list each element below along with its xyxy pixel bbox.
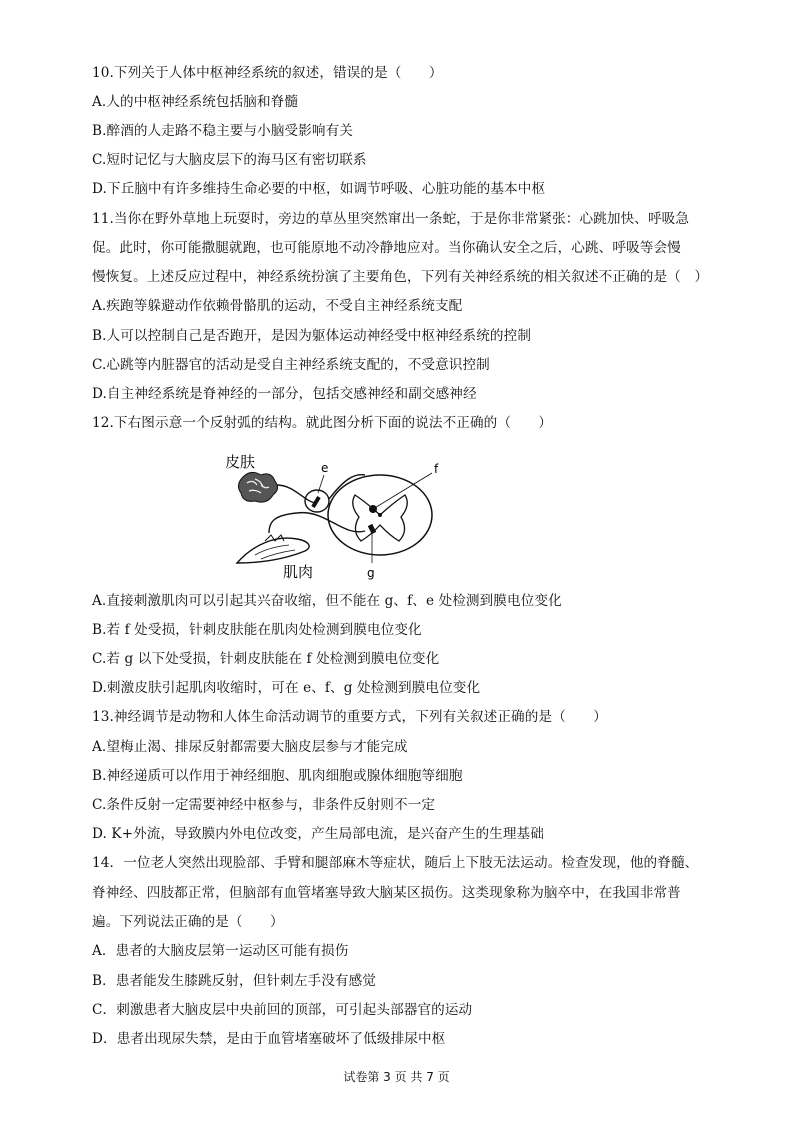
spinal-cord [328,475,432,555]
q13-stem: 13.神经调节是动物和人体生命活动调节的重要方式，下列有关叙述正确的是（ ） [92,709,607,725]
afferent-nerve-1 [277,485,317,503]
q13-option-b: B.神经递质可以作用于神经细胞、肌肉细胞或腺体细胞等细胞 [92,768,463,784]
q12-option-d: D.刺激皮肤引起肌肉收缩时，可在 e、f、g 处检测到膜电位变化 [92,680,481,696]
q11-stem-line1: 11.当你在野外草地上玩耍时，旁边的草丛里突然窜出一条蛇，于是你非常紧张：心跳加快、呼吸急 [92,211,690,227]
q10-option-a: A.人的中枢神经系统包括脑和脊髓 [92,94,299,110]
q12-option-c: C.若 g 以下处受损，针刺皮肤能在 f 处检测到膜电位变化 [92,651,440,667]
page-footer: 试卷第 3 页 共 7 页 [343,1070,450,1084]
q13-option-d: D. K+外流，导致膜内外电位改变，产生局部电流，是兴奋产生的生理基础 [92,826,544,842]
q14-stem-line1: 14．一位老人突然出现脸部、手臂和腿部麻木等症状，随后上下肢无法运动。检查发现，他的脊髓、 [92,855,699,871]
q14-option-d: D．患者出现尿失禁，是由于血管堵塞破坏了低级排尿中枢 [92,1031,446,1047]
q13-option-c: C.条件反射一定需要神经中枢参与，非条件反射则不一定 [92,797,436,813]
label-e: e [321,461,329,475]
q10-stem: 10.下列关于人体中枢神经系统的叙述，错误的是（ ） [92,65,443,81]
q11-stem-line3: 慢恢复。上述反应过程中，神经系统扮演了主要角色，下列有关神经系统的相关叙述不正确的是（ ） [92,269,709,285]
q11-option-a: A.疾跑等躲避动作依赖骨骼肌的运动，不受自主神经系统支配 [92,298,463,314]
q14-stem-line3: 遍。下列说法正确的是（ ） [92,914,284,930]
q10-option-b: B.醉酒的人走路不稳主要与小脑受影响有关 [92,123,353,139]
q13-option-a: A.望梅止渴、排尿反射都需要大脑皮层参与才能完成 [92,739,408,755]
q10-option-c: C.短时记忆与大脑皮层下的海马区有密切联系 [92,152,367,168]
label-f: f [434,462,439,476]
q14-option-b: B．患者能发生膝跳反射，但针刺左手没有感觉 [92,973,376,989]
efferent-nerve [269,513,365,533]
q11-stem-line2: 促。此时，你可能撒腿就跑，也可能原地不动冷静地应对。当你确认安全之后，心跳、呼吸等会慢 [92,240,681,256]
q14-option-a: A．患者的大脑皮层第一运动区可能有损伤 [92,943,349,959]
label-g: g [367,566,375,580]
q12-stem: 12.下右图示意一个反射弧的结构。就此图分析下面的说法不正确的（ ） [92,415,553,431]
label-muscle: 肌肉 [283,563,314,580]
q11-option-c: C.心跳等内脏器官的活动是受自主神经系统支配的，不受意识控制 [92,357,490,373]
q12-option-a: A.直接刺激肌肉可以引起其兴奋收缩，但不能在 g、f、e 处检测到膜电位变化 [92,593,562,609]
reflex-arc-diagram [225,445,475,580]
q12-option-b: B.若 f 处受损，针刺皮肤能在肌肉处检测到膜电位变化 [92,622,422,638]
q11-option-d: D.自主神经系统是脊神经的一部分，包括交感神经和副交感神经 [92,386,477,402]
label-skin: 皮肤 [225,453,256,471]
q11-option-b: B.人可以控制自己是否跑开，是因为躯体运动神经受中枢神经系统的控制 [92,328,532,344]
q14-option-c: C．刺激患者大脑皮层中央前回的顶部，可引起头部器官的运动 [92,1002,473,1018]
muscle-effector [237,535,309,563]
skin-receptor [238,472,277,502]
q10-option-d: D.下丘脑中有许多维持生命必要的中枢，如调节呼吸、心脏功能的基本中枢 [92,181,546,197]
q14-stem-line2: 脊神经、四肢都正常，但脑部有血管堵塞导致大脑某区损伤。这类现象称为脑卒中，在我国非常普 [92,885,681,901]
ganglion-cell [313,497,319,507]
